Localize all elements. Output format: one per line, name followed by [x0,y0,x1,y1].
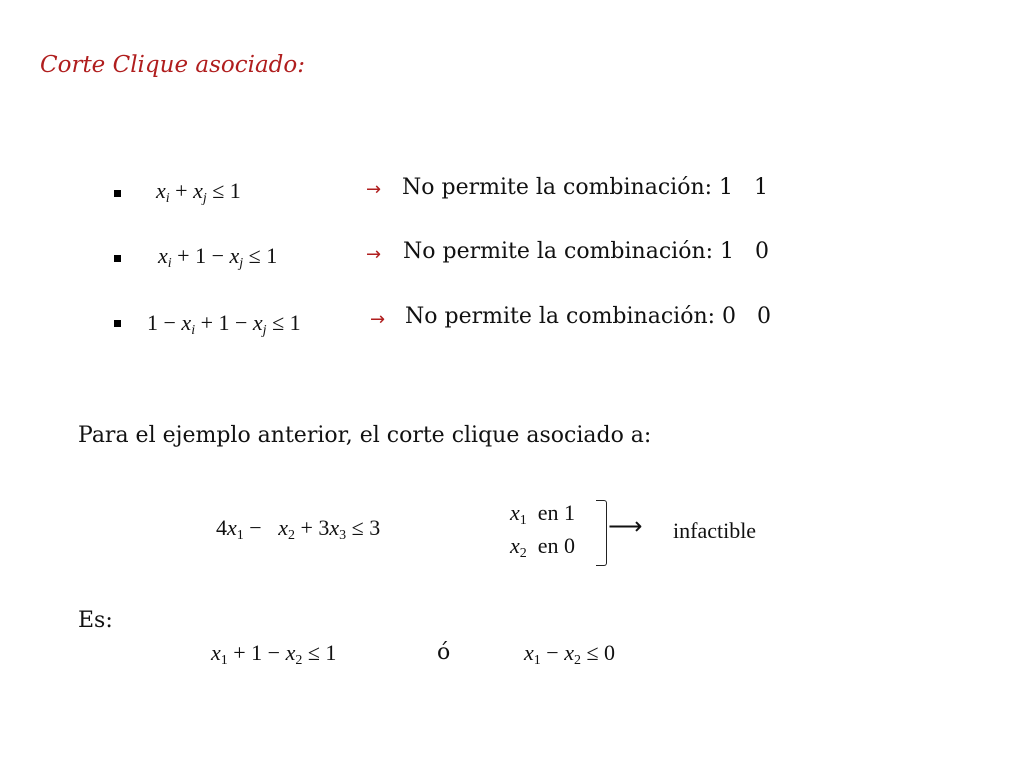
bullet-icon [114,320,121,327]
right-brace [596,500,607,566]
clique-cut-2: $x_1 - x_2 \le 0$ [524,640,616,668]
example-result: infactible [673,518,757,543]
inequality-2: $x_i + 1 - x_j \le 1$ [158,243,278,271]
clique-cut-1: $x_1 + 1 - x_2 \le 1$ [211,640,337,668]
rule-description-text: No permite la combinación: [402,175,713,200]
page-title: Corte Clique asociado: [40,52,306,78]
rule-description-text: No permite la combinación: [403,239,714,264]
bullet-icon [114,190,121,197]
rule-row-3 [0,300,1024,340]
inequality-1: $x_i + x_j \le 1$ [156,178,241,206]
arrow-icon: → [370,309,386,330]
example-inequality: $4x_1 - x_2 + 3x_3 \le 3$ [216,515,381,543]
rule-description-3 [405,304,771,329]
example-intro-paragraph: Para el ejemplo anterior, el corte clique asociado a: [78,423,652,448]
rule-combination: 0 0 [722,304,772,329]
arrow-icon: → [366,244,382,265]
es-label: Es: [78,608,113,633]
rule-row-2 [0,235,1024,275]
var1-status: en 1 [537,500,576,525]
rule-combination: 1 0 [720,239,770,264]
example-var1-condition: $x_1$ en 1 [510,500,576,528]
example-var2-condition: $x_2$ en 0 [510,533,576,561]
inequality-3: $1 - x_i + 1 - x_j \le 1$ [147,310,301,338]
arrow-icon: → [366,179,382,200]
rule-description-2 [403,239,769,264]
bullet-icon [114,255,121,262]
rule-description-text: No permite la combinación: [405,304,716,329]
rule-combination: 1 1 [719,175,769,200]
rule-description-1 [402,175,768,200]
separator-or: ó [437,640,451,665]
rule-row-1 [0,170,1024,210]
var2-status: en 0 [537,533,576,558]
implies-arrow-icon: ⟶ [608,512,643,540]
